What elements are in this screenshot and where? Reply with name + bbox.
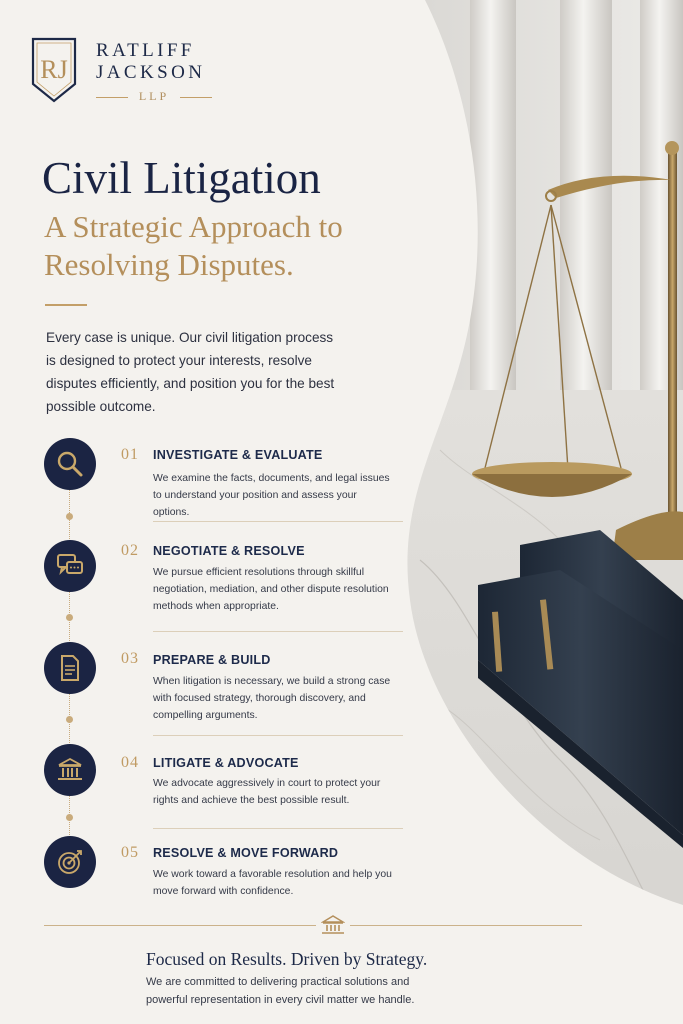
step-1-icon-circle bbox=[44, 438, 96, 490]
step-3-description: When litigation is necessary, we build a strong case with focused strategy, thorough discovery, and compelling arguments. bbox=[153, 676, 391, 721]
step-5-description: We work toward a favorable resolution and help you move forward with confidence. bbox=[153, 869, 392, 897]
firm-name bbox=[96, 40, 216, 84]
firm-name-line2: JACKSON bbox=[96, 62, 206, 83]
timeline-dot bbox=[66, 614, 73, 621]
timeline-dot bbox=[66, 513, 73, 520]
timeline-dot bbox=[66, 814, 73, 821]
firm-name-line1: RATLIFF bbox=[96, 40, 195, 61]
step-divider bbox=[153, 521, 403, 522]
intro-paragraph: Every case is unique. Our civil litigation process is designed to protect your interests, resolve disputes efficiently, and position you for the best possible outcome. bbox=[46, 330, 335, 414]
step-2-number: 02 bbox=[121, 542, 139, 559]
shield-logo-icon bbox=[30, 36, 78, 104]
step-2-title: NEGOTIATE & RESOLVE bbox=[153, 544, 305, 558]
document-icon bbox=[55, 653, 85, 683]
step-1-title: INVESTIGATE & EVALUATE bbox=[153, 448, 323, 462]
step-divider bbox=[153, 828, 403, 829]
step-5-number: 05 bbox=[121, 844, 139, 861]
courthouse-icon bbox=[55, 755, 85, 785]
chat-bubbles-icon bbox=[55, 551, 85, 581]
footer-headline: Focused on Results. Driven by Strategy. bbox=[146, 949, 428, 969]
step-3-title: PREPARE & BUILD bbox=[153, 653, 271, 667]
step-3-icon-circle bbox=[44, 642, 96, 694]
step-5-icon-circle bbox=[44, 836, 96, 888]
firm-suffix-row bbox=[96, 89, 212, 105]
step-4-title: LITIGATE & ADVOCATE bbox=[153, 756, 299, 770]
courthouse-icon bbox=[321, 914, 345, 936]
page-subtitle: A Strategic Approach to Resolving Disputes. bbox=[44, 209, 343, 282]
firm-suffix: LLP bbox=[138, 89, 170, 103]
page-title: Civil Litigation bbox=[42, 153, 321, 203]
step-1-description: We examine the facts, documents, and legal issues to understand your position and assess your options. bbox=[153, 473, 390, 518]
footer-rule-right bbox=[350, 925, 582, 926]
step-4-icon-circle bbox=[44, 744, 96, 796]
footer-text: We are committed to delivering practical solutions and powerful representation in every civil matter we handle. bbox=[146, 976, 415, 1006]
logo-monogram: RJ bbox=[40, 55, 68, 84]
target-arrow-icon bbox=[55, 847, 85, 877]
magnifier-icon bbox=[55, 449, 85, 479]
step-2-description: We pursue efficient resolutions through skillful negotiation, mediation, and other dispute resolution methods when appropriate. bbox=[153, 567, 389, 612]
suffix-rule-right bbox=[180, 97, 212, 98]
step-2-icon-circle bbox=[44, 540, 96, 592]
step-5-title: RESOLVE & MOVE FORWARD bbox=[153, 846, 339, 860]
footer-rule-left bbox=[44, 925, 316, 926]
step-1-number: 01 bbox=[121, 446, 139, 463]
step-3-number: 03 bbox=[121, 650, 139, 667]
timeline-dot bbox=[66, 716, 73, 723]
step-4-number: 04 bbox=[121, 754, 139, 771]
step-divider bbox=[153, 631, 403, 632]
step-divider bbox=[153, 735, 403, 736]
title-divider bbox=[45, 304, 87, 306]
step-4-description: We advocate aggressively in court to protect your rights and achieve the best possible result. bbox=[153, 778, 381, 806]
